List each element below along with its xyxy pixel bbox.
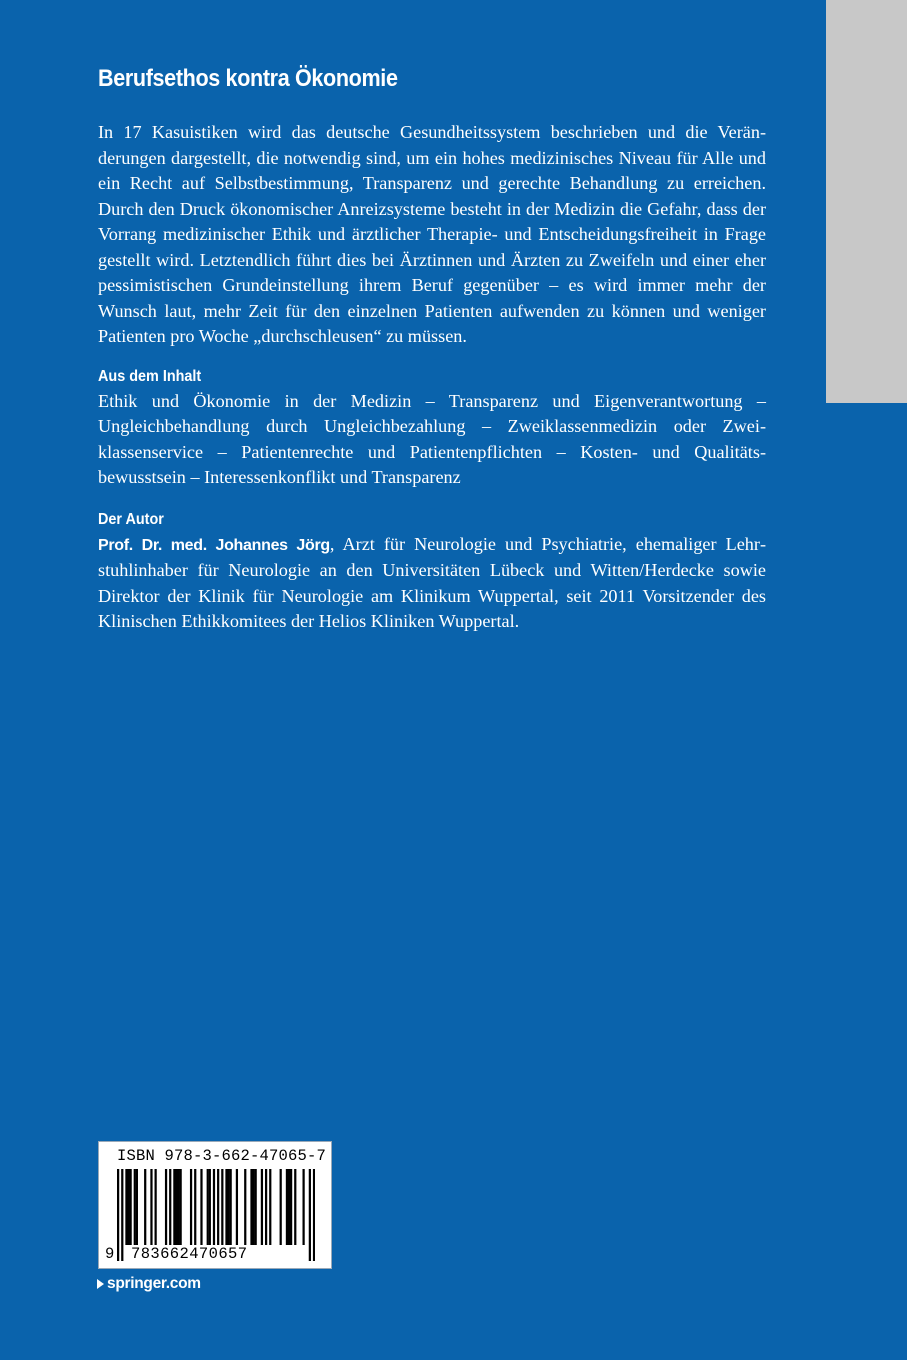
barcode-bar [134, 1169, 136, 1245]
side-strip [826, 0, 907, 403]
author-heading: Der Autor [98, 510, 164, 528]
barcode-bar [261, 1169, 263, 1245]
barcode-bar [155, 1169, 157, 1245]
back-cover-text [98, 60, 766, 635]
barcode-bar [190, 1169, 192, 1245]
barcode-bar [288, 1169, 290, 1245]
barcode-bar [252, 1169, 254, 1245]
barcode-bar [209, 1169, 211, 1245]
publisher-website[interactable]: springer.com [107, 1275, 201, 1292]
barcode-bar [290, 1169, 292, 1245]
barcode-bar [169, 1169, 171, 1245]
barcode-bar [125, 1169, 127, 1245]
barcode-bar [136, 1169, 138, 1245]
barcode-bar [207, 1169, 209, 1245]
intro-paragraph: In 17 Kasuistiken wird das deutsche Gesundheitssystem beschrieben und die Veränderungen dargestellt, die notwendig sind, um ein hohes medizinisches Niveau für Alle und ein Recht auf Selbstbestimmung, Transparenz und gerechte Behandlung zu erreichen. Durch den Druck ökonomischer Anreizsysteme besteht in der Medizin die Gefahr, dass der Vorrang medizinischer Ethik und ärztlicher Therapie- und Entscheidungsfreiheit in Frage gestellt wird. Letztendlich führt dies bei Ärztinnen und Ärzten zu Zweifeln und einer eher pessimistischen Grundeinstellung ihrem Beruf gegenüber – es wird immer mehr der Wunsch laut, mehr Zeit für den einzelnen Patienten aufwenden zu können und weniger Patienten pro Woche „durchschleusen“ zu müssen. [98, 122, 766, 346]
barcode-bar [230, 1169, 232, 1245]
barcode-first-digit: 9 [105, 1245, 115, 1263]
barcode-digits [99, 1245, 333, 1265]
publisher-link[interactable] [97, 1275, 201, 1293]
author-bio: , Arzt für Neurologie und Psychiatrie, ehemaliger Lehrstuhlinhaber für Neurologie an den Universitäten Lübeck und Witten/Herdecke sowie Direktor der Klinik für Neurologie am Klinikum Wuppertal, seit 2011 Vorsitzender des Klinischen Ethikkomitees der Helios Kliniken Wuppertal. [98, 533, 766, 631]
barcode-bar [225, 1169, 227, 1245]
author-name: Prof. Dr. med. Johannes Jörg [98, 536, 330, 554]
contents-heading: Aus dem Inhalt [98, 367, 202, 385]
barcode-main-digits: 783662470657 [131, 1245, 248, 1263]
barcode-bar [173, 1169, 175, 1245]
isbn-barcode [98, 1141, 332, 1269]
barcode-bar [221, 1169, 223, 1245]
barcode-bar [286, 1169, 288, 1245]
barcode-bar [269, 1169, 271, 1245]
barcode-bar [200, 1169, 202, 1245]
book-title: Berufsethos kontra Ökonomie [98, 65, 398, 92]
barcode-bar [144, 1169, 146, 1245]
barcode-bar [244, 1169, 246, 1245]
barcode-bar [265, 1169, 267, 1245]
contents-text: Ethik und Ökonomie in der Medizin – Transparenz und Eigenverantwortung – Ungleichbehandlung durch Ungleichbezahlung – Zweiklassenmedizin oder Zweiklassenservice – Patientenrechte und Patientenpflichten – Kosten- und Qualitätsbewusstsein – Interessenkonflikt und Transparenz [98, 390, 766, 487]
barcode-bar [227, 1169, 229, 1245]
barcode-bar [194, 1169, 196, 1245]
arrow-right-icon [97, 1279, 104, 1289]
barcode-bar [302, 1169, 304, 1245]
barcode-bar [236, 1169, 238, 1245]
barcode-bar [255, 1169, 257, 1245]
barcode-bar [180, 1169, 182, 1245]
author-paragraph [98, 532, 766, 635]
barcode-bar [280, 1169, 282, 1245]
barcode-bar [150, 1169, 152, 1245]
isbn-label: ISBN 978-3-662-47065-7 [117, 1147, 327, 1165]
barcode-bar [175, 1169, 177, 1245]
barcode-bar [250, 1169, 252, 1245]
barcode-bar [177, 1169, 179, 1245]
barcode-bar [130, 1169, 132, 1245]
barcode-bar [165, 1169, 167, 1245]
barcode-bar [294, 1169, 296, 1245]
barcode-bar [127, 1169, 129, 1245]
